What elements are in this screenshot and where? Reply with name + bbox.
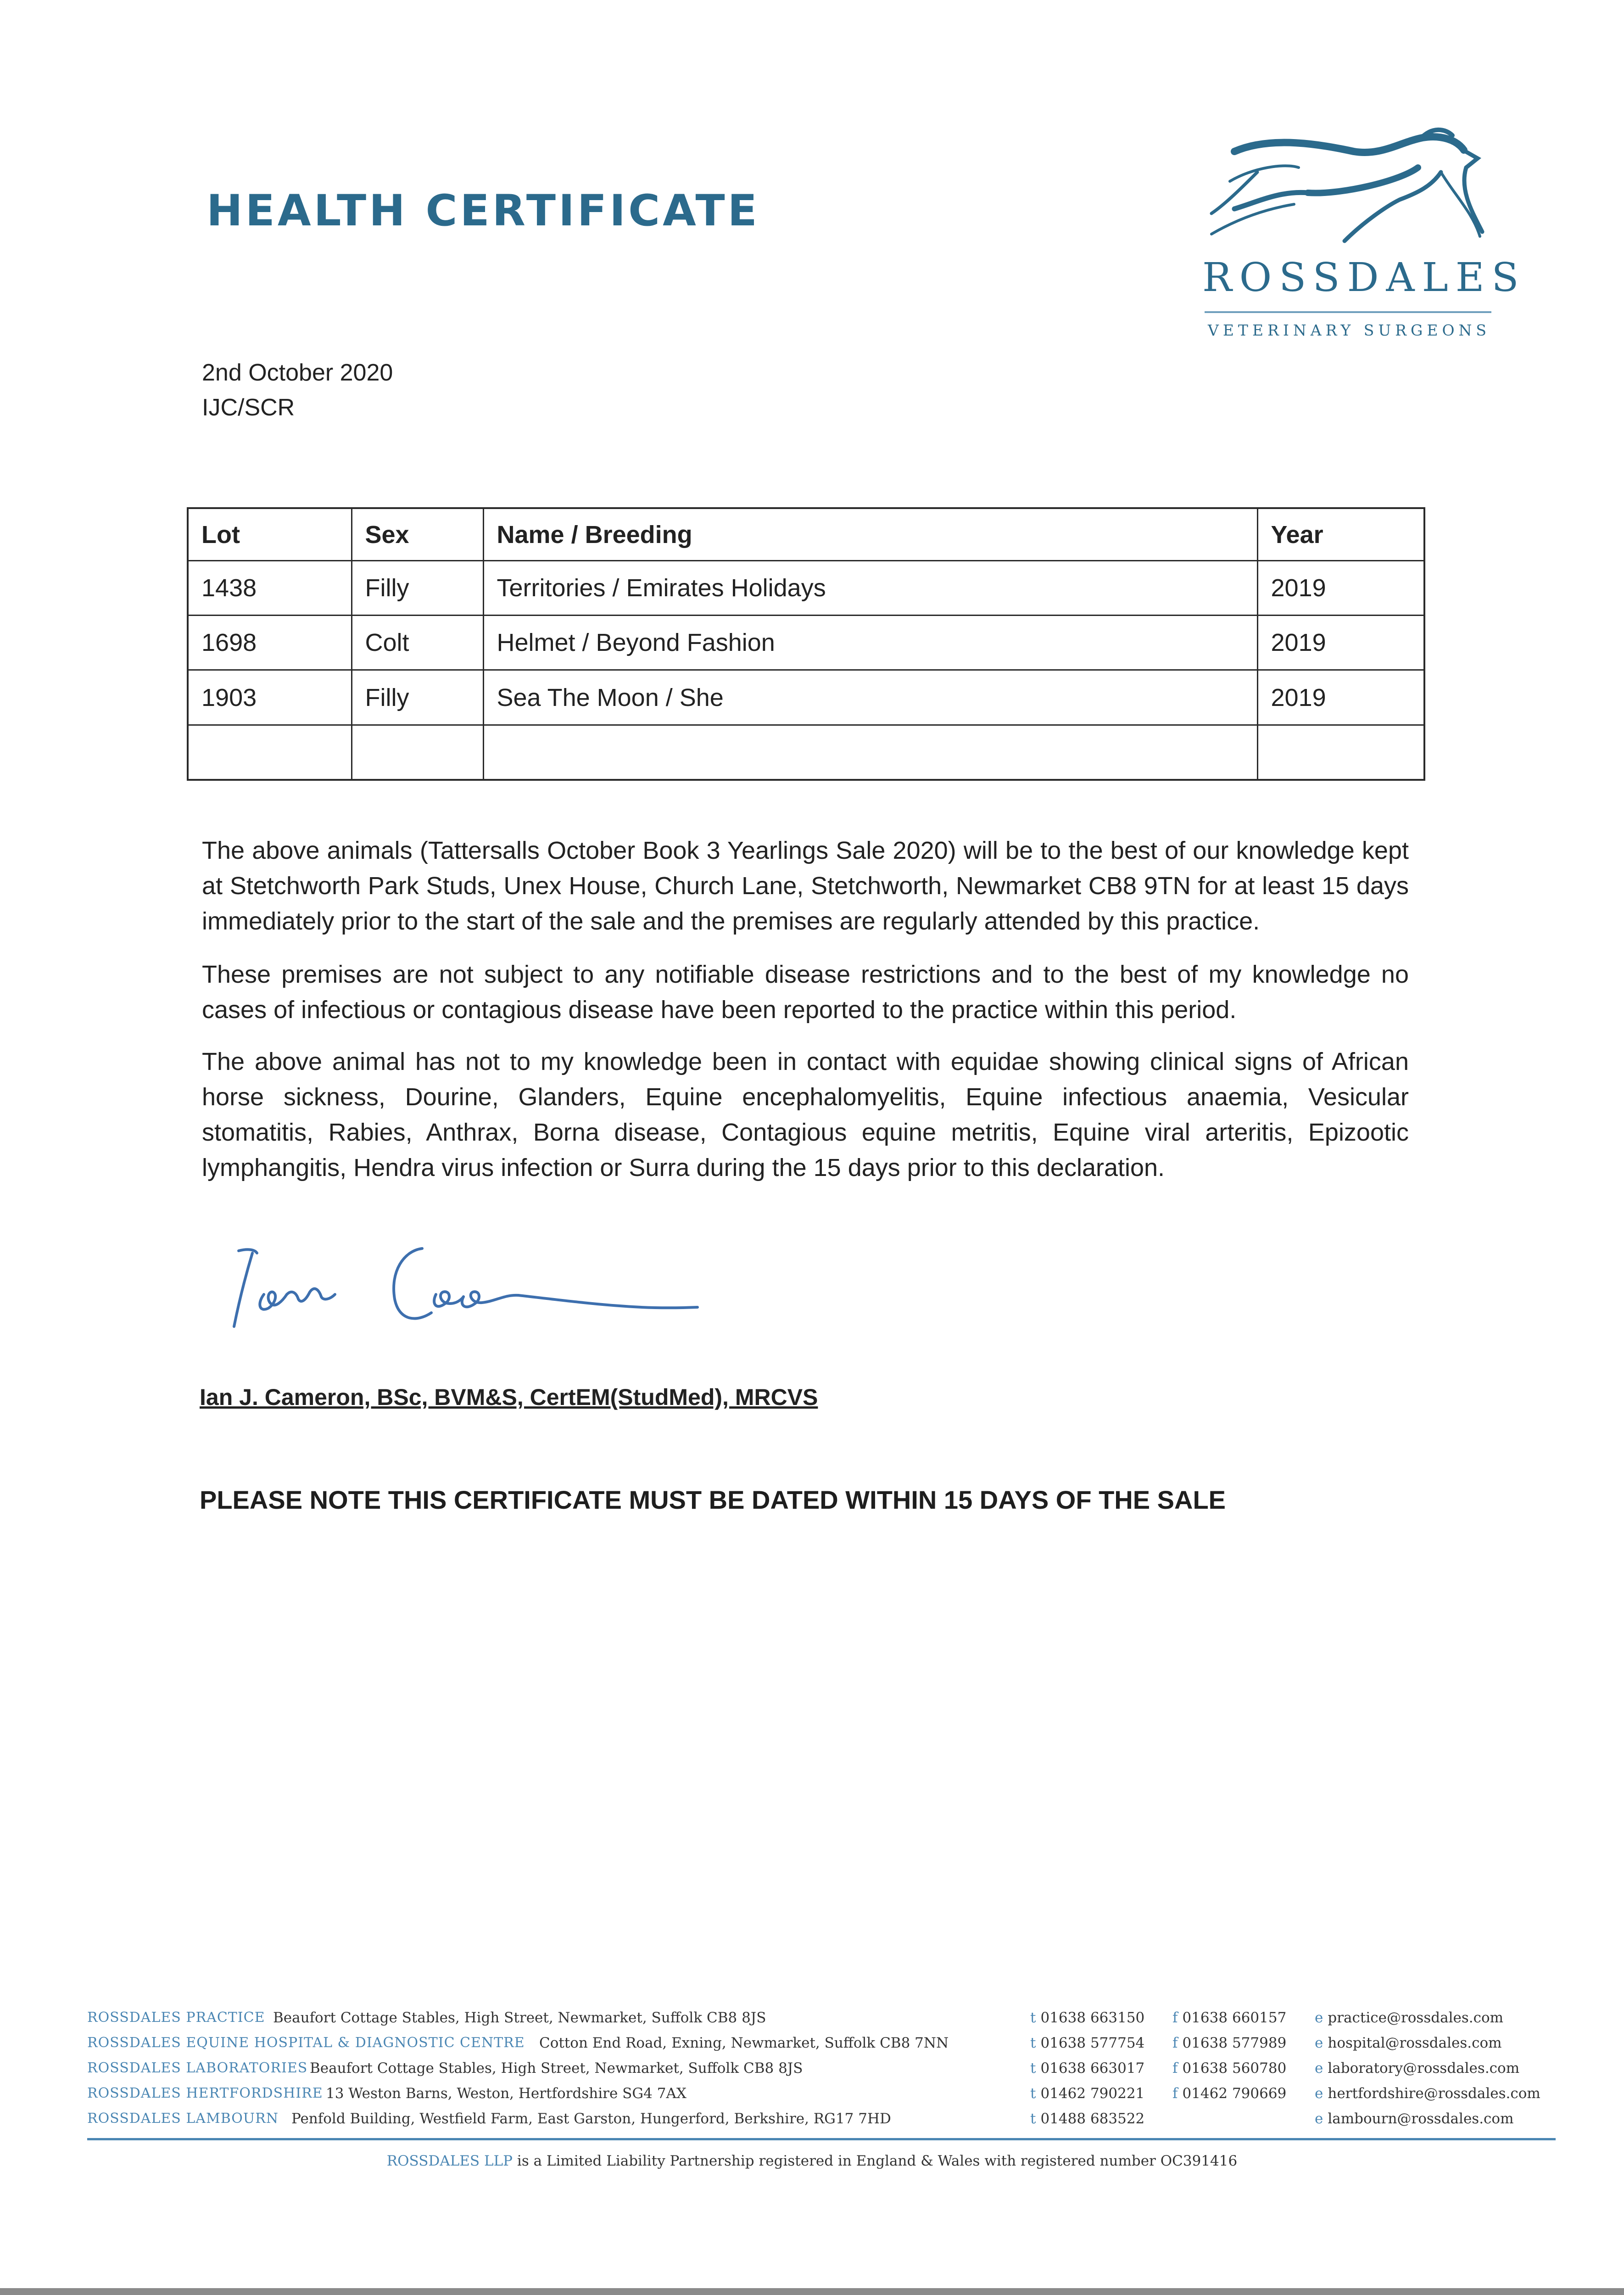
- registration-name: ROSSDALES LLP: [386, 2153, 513, 2169]
- location-fax: [1172, 2110, 1177, 2127]
- header-sex: Sex: [352, 508, 483, 561]
- location-name: ROSSDALES PRACTICE: [87, 2010, 265, 2026]
- location-fax: f 01638 560780: [1172, 2060, 1287, 2077]
- cell-lot: 1903: [188, 670, 352, 725]
- dating-notice: PLEASE NOTE THIS CERTIFICATE MUST BE DATED WITHIN 15 DAYS OF THE SALE: [200, 1485, 1226, 1514]
- scan-edge: [0, 2288, 1624, 2295]
- paragraph-restrictions: These premises are not subject to any notifiable disease restrictions and to the best of my knowledge no cases of infectious or contagious disease have been reported to the practice within this period.: [202, 961, 1409, 1024]
- cell-lot: [188, 725, 352, 780]
- cell-lot: 1698: [188, 616, 352, 670]
- cell-sex: Colt: [352, 616, 483, 670]
- paragraph-declaration: The above animal has not to my knowledge been in contact with equidae showing clinical signs of African horse sickness, Dourine, Glanders, Equine encephalomyelitis, Equine infectious anaemia, Vesicular stomatitis, Rabies, Anthrax, Borna disease, Contagious equine metritis, Equine viral arteritis, Epizootic lymphangitis, Hendra virus infection or Surra during the 15 days prior to this declaration.: [202, 1048, 1409, 1181]
- cell-name-breeding: Territories / Emirates Holidays: [483, 561, 1257, 616]
- location-email[interactable]: e hospital@rossdales.com: [1315, 2035, 1502, 2051]
- location-email[interactable]: e laboratory@rossdales.com: [1315, 2060, 1520, 2077]
- location-name: ROSSDALES EQUINE HOSPITAL & DIAGNOSTIC CENTRE: [87, 2035, 525, 2051]
- handwritten-signature: [220, 1235, 716, 1340]
- location-name: ROSSDALES LAMBOURN: [87, 2110, 279, 2127]
- location-email[interactable]: e lambourn@rossdales.com: [1315, 2110, 1514, 2127]
- table-row: [188, 670, 1424, 725]
- cell-name-breeding: [483, 725, 1257, 780]
- reference-code: IJC/SCR: [202, 394, 295, 421]
- location-telephone: t 01638 663017: [1030, 2060, 1145, 2077]
- galloping-horse-icon: [1202, 117, 1487, 269]
- footer-divider: [87, 2138, 1556, 2140]
- location-name: ROSSDALES LABORATORIES: [87, 2060, 308, 2076]
- location-telephone: t 01638 663150: [1030, 2010, 1145, 2026]
- location-address: Cotton End Road, Exning, Newmarket, Suffolk CB8 7NN: [539, 2035, 949, 2051]
- location-email[interactable]: e hertfordshire@rossdales.com: [1315, 2085, 1540, 2102]
- location-email[interactable]: e practice@rossdales.com: [1315, 2010, 1504, 2026]
- cell-sex: [352, 725, 483, 780]
- table-row-empty: [188, 725, 1424, 780]
- lots-table: [187, 507, 1425, 781]
- cell-sex: Filly: [352, 561, 483, 616]
- logo-divider: [1205, 311, 1491, 313]
- location-address: Penfold Building, Westfield Farm, East Garston, Hungerford, Berkshire, RG17 7HD: [291, 2110, 891, 2127]
- header-name-breeding: Name / Breeding: [483, 508, 1257, 561]
- location-name: ROSSDALES HERTFORDSHIRE: [87, 2085, 323, 2101]
- location-fax: f 01638 577989: [1172, 2035, 1287, 2051]
- header-lot: Lot: [188, 508, 352, 561]
- location-address: Beaufort Cottage Stables, High Street, Newmarket, Suffolk CB8 8JS: [310, 2060, 803, 2077]
- location-fax: f 01462 790669: [1172, 2085, 1287, 2102]
- location-telephone: t 01488 683522: [1030, 2110, 1145, 2127]
- cell-year: 2019: [1257, 670, 1424, 725]
- certificate-date: 2nd October 2020: [202, 359, 393, 386]
- cell-year: [1257, 725, 1424, 780]
- table-header-row: [188, 508, 1424, 561]
- paragraph-premises: The above animals (Tattersalls October Book 3 Yearlings Sale 2020) will be to the best of our knowledge kept at Stetchworth Park Studs, Unex House, Church Lane, Stetchworth, Newmarket CB8 9TN for at least 15 days immediately prior to the start of the sale and the premises are regularly attended by this practice.: [202, 837, 1409, 935]
- cell-name-breeding: Helmet / Beyond Fashion: [483, 616, 1257, 670]
- page-title: HEALTH CERTIFICATE: [206, 186, 760, 236]
- cell-year: 2019: [1257, 561, 1424, 616]
- location-telephone: t 01462 790221: [1030, 2085, 1145, 2102]
- location-fax: f 01638 660157: [1172, 2010, 1287, 2026]
- table-row: [188, 616, 1424, 670]
- cell-lot: 1438: [188, 561, 352, 616]
- cell-name-breeding: Sea The Moon / She: [483, 670, 1257, 725]
- cell-year: 2019: [1257, 616, 1424, 670]
- registration-text: is a Limited Liability Partnership registered in England & Wales with registered number OC391416: [517, 2153, 1238, 2169]
- signatory-name: Ian J. Cameron, BSc, BVM&S, CertEM(StudMed), MRCVS: [200, 1384, 818, 1410]
- table-row: [188, 561, 1424, 616]
- logo-wordmark: ROSSDALES: [1202, 255, 1526, 301]
- logo-subtitle: VETERINARY SURGEONS: [1208, 321, 1490, 339]
- location-address: 13 Weston Barns, Weston, Hertfordshire SG4 7AX: [326, 2085, 686, 2102]
- header-year: Year: [1257, 508, 1424, 561]
- registration-line: [0, 2153, 1624, 2169]
- location-address: Beaufort Cottage Stables, High Street, Newmarket, Suffolk CB8 8JS: [273, 2010, 766, 2026]
- location-telephone: t 01638 577754: [1030, 2035, 1145, 2051]
- cell-sex: Filly: [352, 670, 483, 725]
